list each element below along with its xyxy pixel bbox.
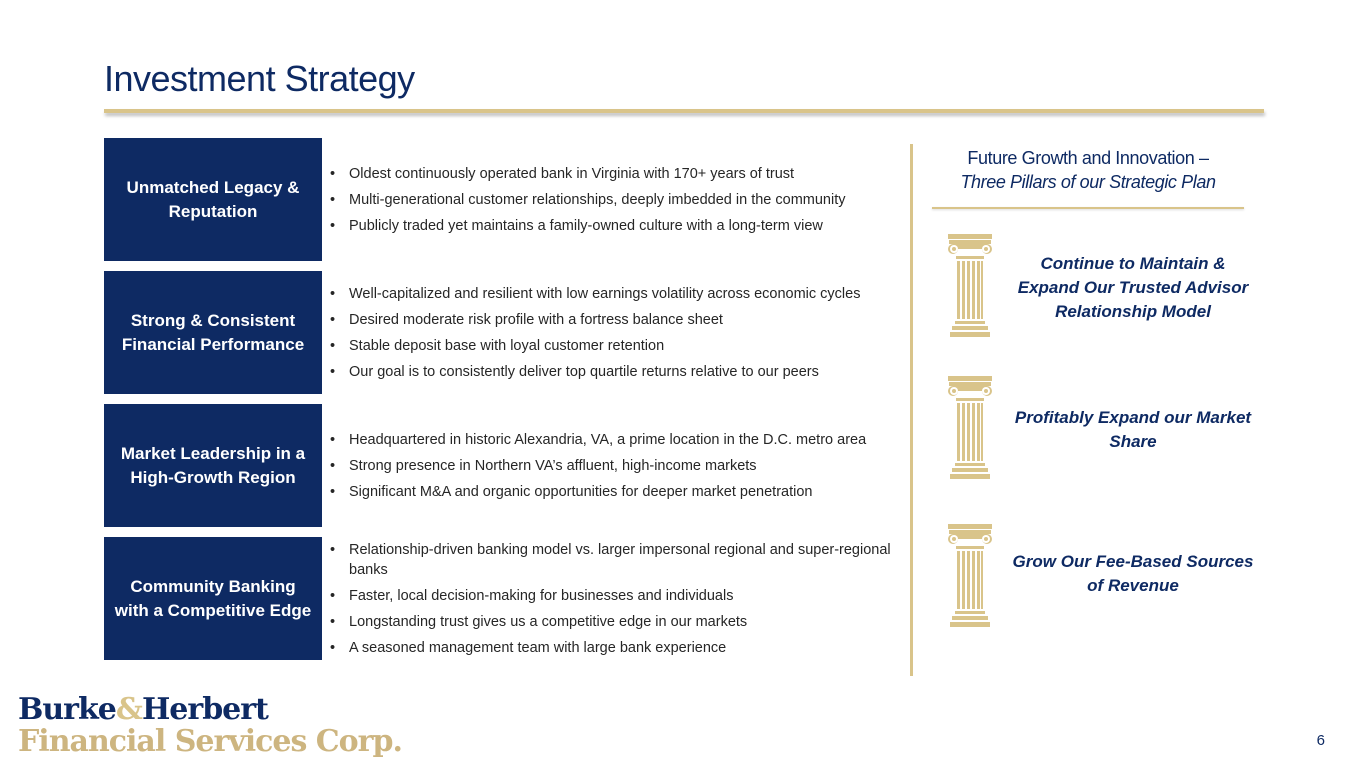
logo-line-2: Financial Services Corp.: [18, 724, 402, 759]
column-icon: [946, 234, 994, 338]
pillar-text: Profitably Expand our Market Share: [1014, 408, 1252, 451]
strategy-row: [104, 537, 899, 660]
logo-line-1: [18, 694, 402, 726]
page-title: Investment Strategy: [104, 58, 415, 99]
column-icon: [946, 376, 994, 480]
pillars-heading-main: Future Growth and Innovation –: [967, 148, 1209, 168]
bullet-item: • A seasoned management team with large bank experience: [326, 638, 898, 658]
title-underline: [104, 109, 1264, 113]
bullet-item: • Faster, local decision-making for businesses and individuals: [326, 586, 898, 606]
bullet-item: • Significant M&A and organic opportunities for deeper market penetration: [326, 482, 898, 502]
row-label: Community Banking with a Competitive Edge: [104, 537, 322, 660]
page-number: 6: [1316, 732, 1325, 749]
bullet-item: • Headquartered in historic Alexandria, VA, a prime location in the D.C. metro area: [326, 430, 898, 450]
bullet-list: [326, 537, 898, 660]
bullet-item: • Well-capitalized and resilient with low earnings volatility across economic cycles: [326, 284, 898, 304]
pillars-heading-sub: Three Pillars of our Strategic Plan: [960, 172, 1216, 192]
pillar-text: Continue to Maintain & Expand Our Trusted Advisor Relationship Model: [1017, 254, 1249, 321]
vertical-divider: [910, 144, 913, 676]
bullet-item: • Strong presence in Northern VA’s affluent, high-income markets: [326, 456, 898, 476]
pillar-text: Grow Our Fee-Based Sources of Revenue: [1012, 552, 1254, 595]
column-icon: [946, 524, 994, 628]
pillars-heading: [932, 146, 1244, 194]
bullet-list: [326, 138, 898, 261]
bullet-item: • Multi-generational customer relationships, deeply imbedded in the community: [326, 190, 898, 210]
strategy-row: [104, 271, 899, 394]
bullet-item: • Our goal is to consistently deliver top quartile returns relative to our peers: [326, 362, 898, 382]
bullet-list: [326, 404, 898, 527]
company-logo: [18, 694, 402, 758]
row-label: Unmatched Legacy & Reputation: [104, 138, 322, 261]
logo-ampersand: &: [115, 692, 142, 727]
row-label: Strong & Consistent Financial Performance: [104, 271, 322, 394]
bullet-item: • Oldest continuously operated bank in Virginia with 170+ years of trust: [326, 164, 898, 184]
pillars-heading-rule: [932, 207, 1244, 209]
row-label: Market Leadership in a High-Growth Region: [104, 404, 322, 527]
strategy-row: [104, 404, 899, 527]
bullet-item: • Longstanding trust gives us a competitive edge in our markets: [326, 612, 898, 632]
bullet-list: [326, 271, 898, 394]
logo-word: Burke: [18, 692, 116, 727]
bullet-item: • Relationship-driven banking model vs. larger impersonal regional and super-regional banks: [326, 540, 898, 580]
bullet-item: • Publicly traded yet maintains a family-owned culture with a long-term view: [326, 216, 898, 236]
bullet-item: • Stable deposit base with loyal customer retention: [326, 336, 898, 356]
bullet-item: • Desired moderate risk profile with a fortress balance sheet: [326, 310, 898, 330]
logo-word: Herbert: [141, 692, 268, 727]
strategy-row: [104, 138, 899, 261]
